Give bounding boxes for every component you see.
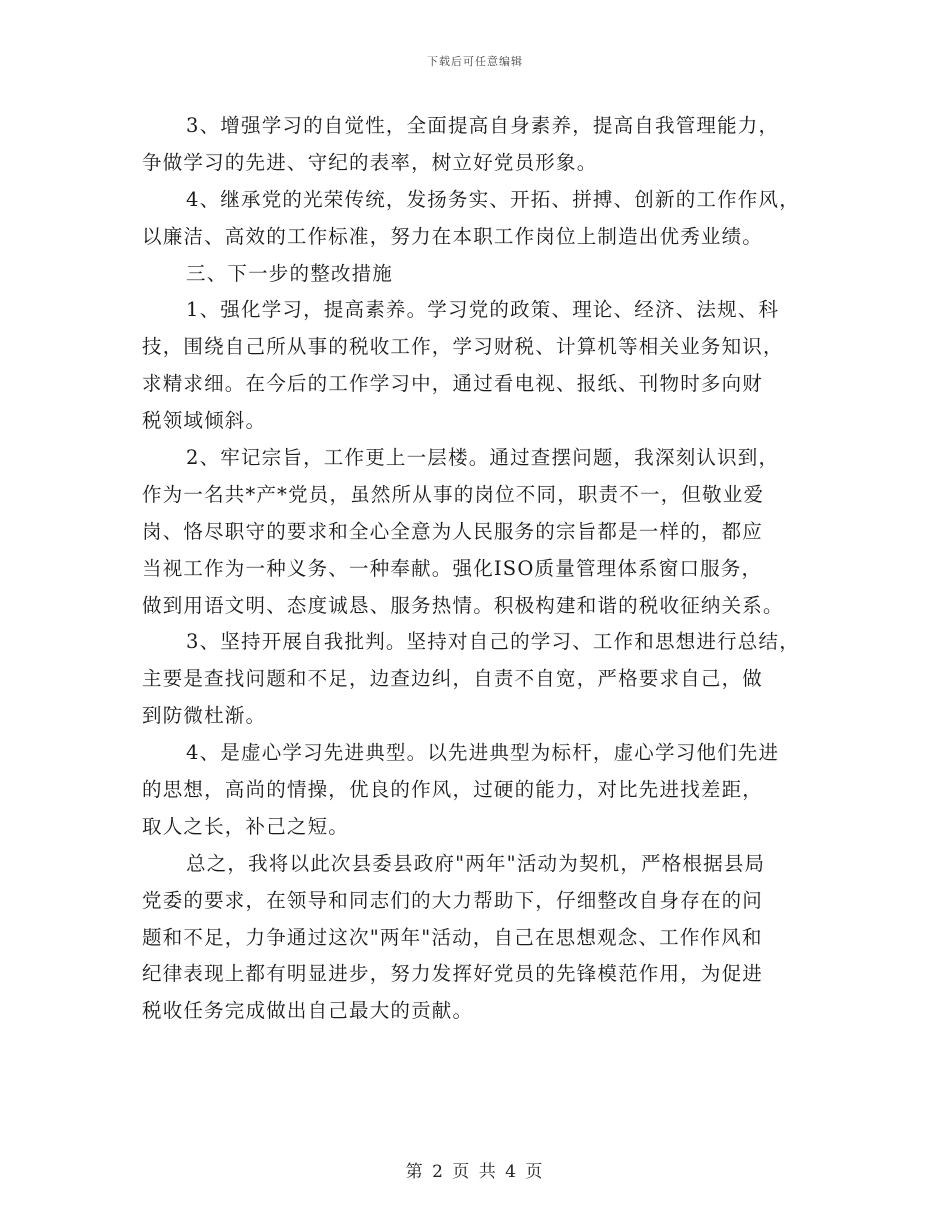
text-line: 以廉洁、高效的工作标准，努力在本职工作岗位上制造出优秀业绩。: [142, 224, 764, 248]
text-line: 当视工作为一种义务、一种奉献。强化ISO质量管理体系窗口服务，: [142, 556, 763, 580]
text-line: 党委的要求，在领导和同志们的大力帮助下，仔细整改自身存在的问: [142, 888, 764, 912]
text-line: 3、增强学习的自觉性，全面提高自身素养，提高自我管理能力，: [186, 114, 780, 137]
text-line: 题和不足，力争通过这次"两年"活动，自己在思想观念、工作作风和: [142, 925, 763, 949]
text-line: 到防微杜渐。: [142, 704, 267, 728]
text-line: 2、牢记宗旨，工作更上一层楼。通过查摆问题，我深刻认识到，: [186, 446, 780, 470]
text-line: 4、继承党的光荣传统，发扬务实、开拓、拼搏、创新的工作作风，: [186, 187, 800, 211]
page-number: 第 2 页 共 4 页: [405, 1162, 545, 1182]
text-line: 税收任务完成做出自己最大的贡献。: [142, 999, 474, 1023]
document-body: [142, 108, 832, 1030]
text-line: 3、坚持开展自我批判。坚持对自己的学习、工作和思想进行总结，: [186, 630, 800, 654]
text-line: 的思想，高尚的情操，优良的作风，过硬的能力，对比先进找差距，: [142, 778, 764, 802]
text-line: 求精求细。在今后的工作学习中，通过看电视、报纸、刊物时多向财: [142, 372, 764, 396]
section-heading: 三、下一步的整改措施: [186, 261, 394, 285]
text-line: 纪律表现上都有明显进步，努力发挥好党员的先锋模范作用，为促进: [142, 962, 764, 986]
text-line: 1、强化学习，提高素养。学习党的政策、理论、经济、法规、科: [186, 298, 780, 322]
text-line: 总之，我将以此次县委县政府"两年"活动为契机，严格根据县局: [186, 851, 766, 875]
text-line: 4、是虚心学习先进典型。以先进典型为标杆，虚心学习他们先进: [186, 741, 780, 765]
page-header: 下载后可任意编辑: [427, 55, 523, 68]
text-line: 取人之长，补己之短。: [142, 814, 350, 838]
text-line: 岗、恪尽职守的要求和全心全意为人民服务的宗旨都是一样的，都应: [142, 519, 764, 543]
text-line: 做到用语文明、态度诚恳、服务热情。积极构建和谐的税收征纳关系。: [142, 593, 784, 617]
text-line: 税领域倾斜。: [142, 409, 267, 433]
text-line: 作为一名共*产*党员，虽然所从事的岗位不同，职责不一，但敬业爱: [142, 482, 765, 506]
text-line: 争做学习的先进、守纪的表率，树立好党员形象。: [142, 150, 598, 174]
text-line: 主要是查找问题和不足，边查边纠，自责不自宽，严格要求自己，做: [142, 667, 764, 691]
text-line: 技，围绕自己所从事的税收工作，学习财税、计算机等相关业务知识，: [142, 335, 784, 359]
